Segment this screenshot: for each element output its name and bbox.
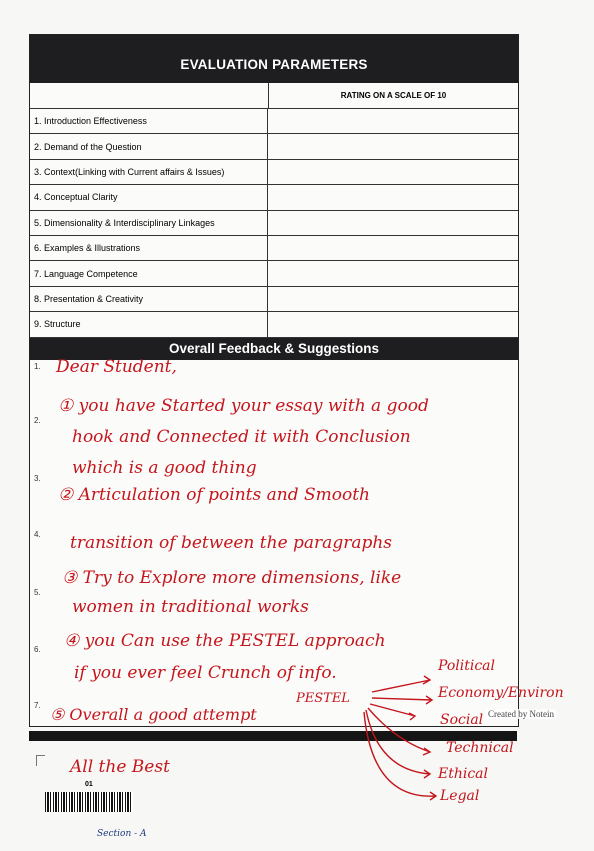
pestel-item: Economy/Environ [438,685,564,701]
handwritten-line: ② Articulation of points and Smooth [58,485,370,505]
pestel-label: PESTEL [296,691,350,706]
handwritten-line: which is a good thing [72,458,257,478]
handwritten-line: All the Best [70,757,170,777]
line-number: 6. [34,644,41,654]
handwritten-line: hook and Connected it with Conclusion [72,427,411,447]
parameter-label: 1. Introduction Effectiveness [30,109,268,133]
handwritten-line: if you ever feel Crunch of info. [74,663,337,683]
barcode-number: 01 [85,781,93,788]
pestel-item: Legal [440,788,480,804]
section-label: Section - A [97,829,147,839]
parameter-label: 2. Demand of the Question [30,134,268,158]
handwritten-line: transition of between the paragraphs [70,533,393,553]
pestel-item: Social [440,712,484,728]
handwritten-line: Dear Student, [56,357,177,377]
pestel-item: Technical [446,740,514,756]
parameter-label: 7. Language Competence [30,261,268,285]
rating-header: RATING ON A SCALE OF 10 [340,91,447,100]
form-title: EVALUATION PARAMETERS [30,35,518,83]
line-number: 4. [34,529,41,539]
line-number: 2. [34,415,41,425]
parameter-label: 5. Dimensionality & Interdisciplinary Linkages [30,211,268,235]
pestel-item: Political [438,658,496,674]
parameter-label: 8. Presentation & Creativity [30,287,268,311]
handwritten-line: ③ Try to Explore more dimensions, like [62,568,402,588]
parameter-label: 6. Examples & Illustrations [30,236,268,260]
line-number: 3. [34,473,41,483]
handwritten-line: ⑤ Overall a good attempt [50,705,257,724]
pestel-arrows [364,676,436,800]
handwritten-line: ① you have Started your essay with a good [58,396,429,416]
handwritten-line: ④ you Can use the PESTEL approach [64,631,386,651]
watermark: Created by Notein [488,709,554,719]
parameter-label: 9. Structure [30,312,268,336]
line-number: 1. [34,361,41,371]
line-number: 5. [34,587,41,597]
feedback-title: Overall Feedback & Suggestions [30,338,518,360]
handwritten-line: women in traditional works [72,597,309,617]
parameter-label: 4. Conceptual Clarity [30,185,268,209]
parameter-label: 3. Context(Linking with Current affairs & Issues) [30,160,268,184]
pestel-item: Ethical [438,766,489,782]
line-number: 7. [34,700,41,710]
